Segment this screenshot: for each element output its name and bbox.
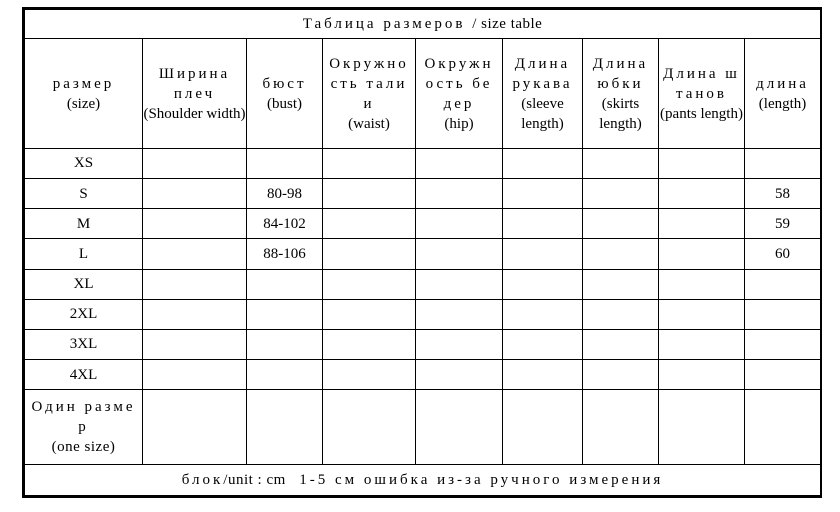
header-length-en: (length) — [758, 95, 807, 112]
header-sleeve-ru: Длина рукава — [512, 55, 573, 92]
header-hip-en: (hip) — [444, 115, 474, 132]
one-size-en: (one size) — [51, 438, 116, 455]
sleeve-cell — [503, 179, 583, 209]
size-cell: 4XL — [25, 360, 143, 390]
waist-cell — [323, 390, 416, 464]
sleeve-cell — [503, 390, 583, 464]
hip-cell — [416, 329, 503, 359]
waist-cell — [323, 179, 416, 209]
size-cell: M — [25, 209, 143, 239]
table-row — [25, 209, 821, 239]
skirt-cell — [583, 179, 659, 209]
size-table — [24, 9, 821, 496]
table-footer — [25, 464, 821, 495]
waist-cell — [323, 209, 416, 239]
shoulder-cell — [143, 239, 247, 269]
length-cell: 60 — [745, 239, 821, 269]
hip-cell — [416, 360, 503, 390]
size-cell: XS — [25, 148, 143, 178]
header-length — [745, 39, 821, 149]
length-cell: 58 — [745, 179, 821, 209]
skirt-cell — [583, 299, 659, 329]
header-row — [25, 39, 821, 149]
header-waist-ru: Окружность талии — [329, 55, 409, 112]
hip-cell — [416, 209, 503, 239]
size-table-frame — [22, 7, 822, 498]
pants-cell — [659, 179, 745, 209]
header-sleeve-en: (sleeve length) — [521, 95, 564, 132]
size-cell: L — [25, 239, 143, 269]
footer-prefix: блок — [181, 471, 224, 488]
table-row — [25, 179, 821, 209]
one-size-row — [25, 390, 821, 464]
header-skirt — [583, 39, 659, 149]
header-length-ru: длина — [756, 75, 809, 92]
length-cell — [745, 390, 821, 464]
sleeve-cell — [503, 299, 583, 329]
skirt-cell — [583, 390, 659, 464]
header-shoulder — [143, 39, 247, 149]
sleeve-cell — [503, 239, 583, 269]
header-pants-en: (pants length) — [660, 105, 743, 122]
bust-cell: 88-106 — [247, 239, 323, 269]
header-shoulder-ru: Ширина плеч — [158, 65, 231, 102]
sleeve-cell — [503, 329, 583, 359]
bust-cell — [247, 148, 323, 178]
hip-cell — [416, 269, 503, 299]
pants-cell — [659, 239, 745, 269]
skirt-cell — [583, 269, 659, 299]
bust-cell: 84-102 — [247, 209, 323, 239]
shoulder-cell — [143, 360, 247, 390]
waist-cell — [323, 269, 416, 299]
length-cell — [745, 329, 821, 359]
header-skirt-en: (skirts length) — [599, 95, 642, 132]
size-cell: S — [25, 179, 143, 209]
waist-cell — [323, 329, 416, 359]
bust-cell — [247, 390, 323, 464]
shoulder-cell — [143, 179, 247, 209]
length-cell — [745, 299, 821, 329]
hip-cell — [416, 299, 503, 329]
shoulder-cell — [143, 390, 247, 464]
sleeve-cell — [503, 209, 583, 239]
size-cell: 2XL — [25, 299, 143, 329]
waist-cell — [323, 360, 416, 390]
waist-cell — [323, 148, 416, 178]
table-row — [25, 360, 821, 390]
footer-unit: /unit : cm — [223, 471, 286, 488]
header-shoulder-en: (Shoulder width) — [143, 105, 246, 122]
length-cell — [745, 360, 821, 390]
bust-cell — [247, 360, 323, 390]
length-cell: 59 — [745, 209, 821, 239]
shoulder-cell — [143, 329, 247, 359]
pants-cell — [659, 209, 745, 239]
pants-cell — [659, 299, 745, 329]
table-row — [25, 299, 821, 329]
size-cell: XL — [25, 269, 143, 299]
pants-cell — [659, 329, 745, 359]
length-cell — [745, 148, 821, 178]
table-title — [25, 10, 821, 39]
header-skirt-ru: Длина юбки — [592, 55, 649, 92]
shoulder-cell — [143, 148, 247, 178]
header-bust-en: (bust) — [267, 95, 302, 112]
one-size-ru: Один размер — [31, 398, 136, 435]
header-bust-ru: бюст — [262, 75, 307, 92]
header-bust — [247, 39, 323, 149]
pants-cell — [659, 360, 745, 390]
header-pants — [659, 39, 745, 149]
footer-note: 1-5 см ошибка из-за ручного измерения — [299, 471, 664, 488]
shoulder-cell — [143, 209, 247, 239]
header-size-ru: размер — [52, 75, 115, 92]
header-size — [25, 39, 143, 149]
size-cell: 3XL — [25, 329, 143, 359]
header-size-en: (size) — [66, 95, 101, 112]
waist-cell — [323, 299, 416, 329]
length-cell — [745, 269, 821, 299]
header-hip — [416, 39, 503, 149]
table-row — [25, 148, 821, 178]
shoulder-cell — [143, 299, 247, 329]
sleeve-cell — [503, 269, 583, 299]
header-waist-en: (waist) — [348, 115, 390, 132]
header-hip-ru: Окружность бедер — [424, 55, 494, 112]
shoulder-cell — [143, 269, 247, 299]
hip-cell — [416, 239, 503, 269]
bust-cell — [247, 329, 323, 359]
pants-cell — [659, 148, 745, 178]
skirt-cell — [583, 148, 659, 178]
hip-cell — [416, 148, 503, 178]
skirt-cell — [583, 209, 659, 239]
table-row — [25, 239, 821, 269]
skirt-cell — [583, 329, 659, 359]
hip-cell — [416, 179, 503, 209]
bust-cell: 80-98 — [247, 179, 323, 209]
bust-cell — [247, 299, 323, 329]
pants-cell — [659, 390, 745, 464]
title-ru: Таблица размеров — [302, 16, 466, 33]
bust-cell — [247, 269, 323, 299]
sleeve-cell — [503, 148, 583, 178]
sleeve-cell — [503, 360, 583, 390]
skirt-cell — [583, 360, 659, 390]
header-pants-ru: Длина штанов — [663, 65, 740, 102]
title-en: / size table — [472, 16, 543, 33]
table-row — [25, 269, 821, 299]
one-size-cell — [25, 390, 143, 464]
waist-cell — [323, 239, 416, 269]
table-row — [25, 329, 821, 359]
hip-cell — [416, 390, 503, 464]
pants-cell — [659, 269, 745, 299]
skirt-cell — [583, 239, 659, 269]
header-waist — [323, 39, 416, 149]
header-sleeve — [503, 39, 583, 149]
